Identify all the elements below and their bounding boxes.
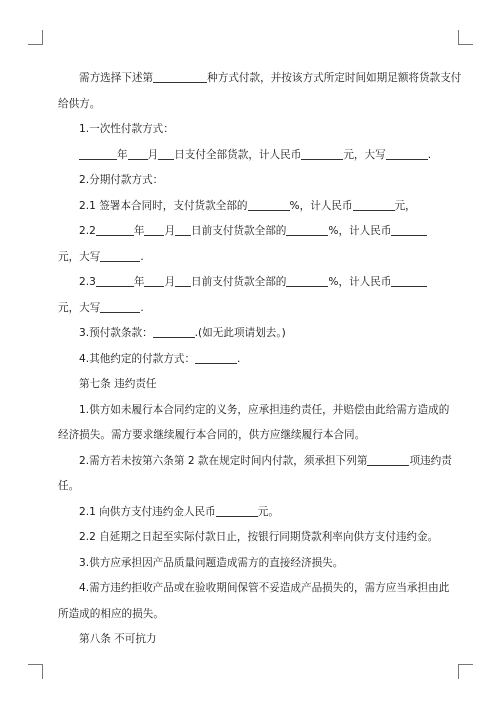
blank-field bbox=[158, 147, 174, 160]
paragraph-line: 2.分期付款方式： bbox=[79, 174, 164, 186]
blank-field bbox=[301, 147, 343, 160]
section-heading: 第八条 不可抗力 bbox=[79, 633, 157, 645]
paragraph-line: 元，大写 . bbox=[58, 301, 144, 314]
blank-field bbox=[195, 351, 237, 364]
blank-field bbox=[286, 223, 328, 236]
paragraph-line: 经济损失。需方要求继续履行本合同的，供方应继续履行本合同。 bbox=[58, 429, 366, 441]
paragraph-line: 任。 bbox=[58, 480, 80, 492]
paragraph-line: 需方选择下述第 种方式付款，并按该方式所定时间如期足额将货款支付 bbox=[79, 72, 462, 84]
blank-field bbox=[96, 223, 134, 236]
paragraph-line: 4.需方违约拒收产品或在验收期间保管不妥造成产品损失的，需方应当承担由此 bbox=[79, 582, 450, 594]
paragraph-line: 4.其他约定的付款方式： . bbox=[79, 352, 241, 365]
blank-field bbox=[100, 249, 140, 262]
blank-field bbox=[175, 223, 191, 236]
blank-field bbox=[128, 147, 148, 160]
paragraph-line: 2.3 年 月 日前支付货款全部的 %，计人民币 bbox=[58, 270, 446, 296]
paragraph-line: 元，大写 . bbox=[58, 250, 144, 263]
blank-field bbox=[144, 274, 164, 287]
blank-field bbox=[153, 325, 195, 338]
paragraph-line: 年 月 日支付全部货款，计人民币 元，大写 . bbox=[58, 143, 446, 169]
paragraph-line: 2.1 向供方支付违约金人民币 元。 bbox=[79, 505, 279, 518]
blank-field bbox=[96, 274, 134, 287]
blank-field bbox=[153, 70, 207, 83]
paragraph-line: 3.供方应承担因产品质量问题造成需方的直接经济损失。 bbox=[79, 556, 344, 569]
crop-mark-top-left bbox=[28, 30, 43, 45]
section-heading: 第七条 违约责任 bbox=[79, 378, 157, 390]
crop-mark-bottom-left bbox=[28, 664, 43, 679]
paragraph-line: 2.2 年 月 日前支付货款全部的 %，计人民币 bbox=[58, 219, 446, 245]
blank-field bbox=[100, 300, 140, 313]
paragraph-line: 2.2 自延期之日起至实际付款日止，按银行同期贷款利率向供方支付违约金。 bbox=[79, 531, 439, 543]
blank-field bbox=[175, 274, 191, 287]
paragraph-line: 给供方。 bbox=[58, 97, 101, 110]
blank-field bbox=[386, 147, 428, 160]
blank-field bbox=[367, 453, 409, 466]
blank-field bbox=[353, 198, 395, 211]
blank-field bbox=[248, 198, 290, 211]
blank-field bbox=[391, 223, 427, 236]
paragraph-line: 2.需方若未按第六条第 2 款在规定时间内付款，须承担下列第 项违约责 bbox=[79, 454, 452, 467]
blank-field bbox=[391, 274, 427, 287]
contract-body bbox=[58, 66, 462, 653]
paragraph-line: 1.一次性付款方式： bbox=[79, 123, 174, 135]
blank-field bbox=[286, 274, 328, 287]
paragraph-line: 3.预付款条款： .(如无此项请划去。) bbox=[79, 327, 286, 339]
blank-field bbox=[79, 147, 117, 160]
crop-mark-bottom-right bbox=[458, 664, 473, 679]
paragraph-line: 1.供方如未履行本合同约定的义务，应承担违约责任，并赔偿由此给需方造成的 bbox=[79, 403, 450, 416]
paragraph-line: 所造成的相应的损失。 bbox=[58, 607, 164, 620]
blank-field bbox=[144, 223, 164, 236]
blank-field bbox=[216, 504, 258, 517]
crop-mark-top-right bbox=[458, 30, 473, 45]
paragraph-line: 2.1 签署本合同时，支付货款全部的 %，计人民币 元， bbox=[79, 199, 416, 212]
